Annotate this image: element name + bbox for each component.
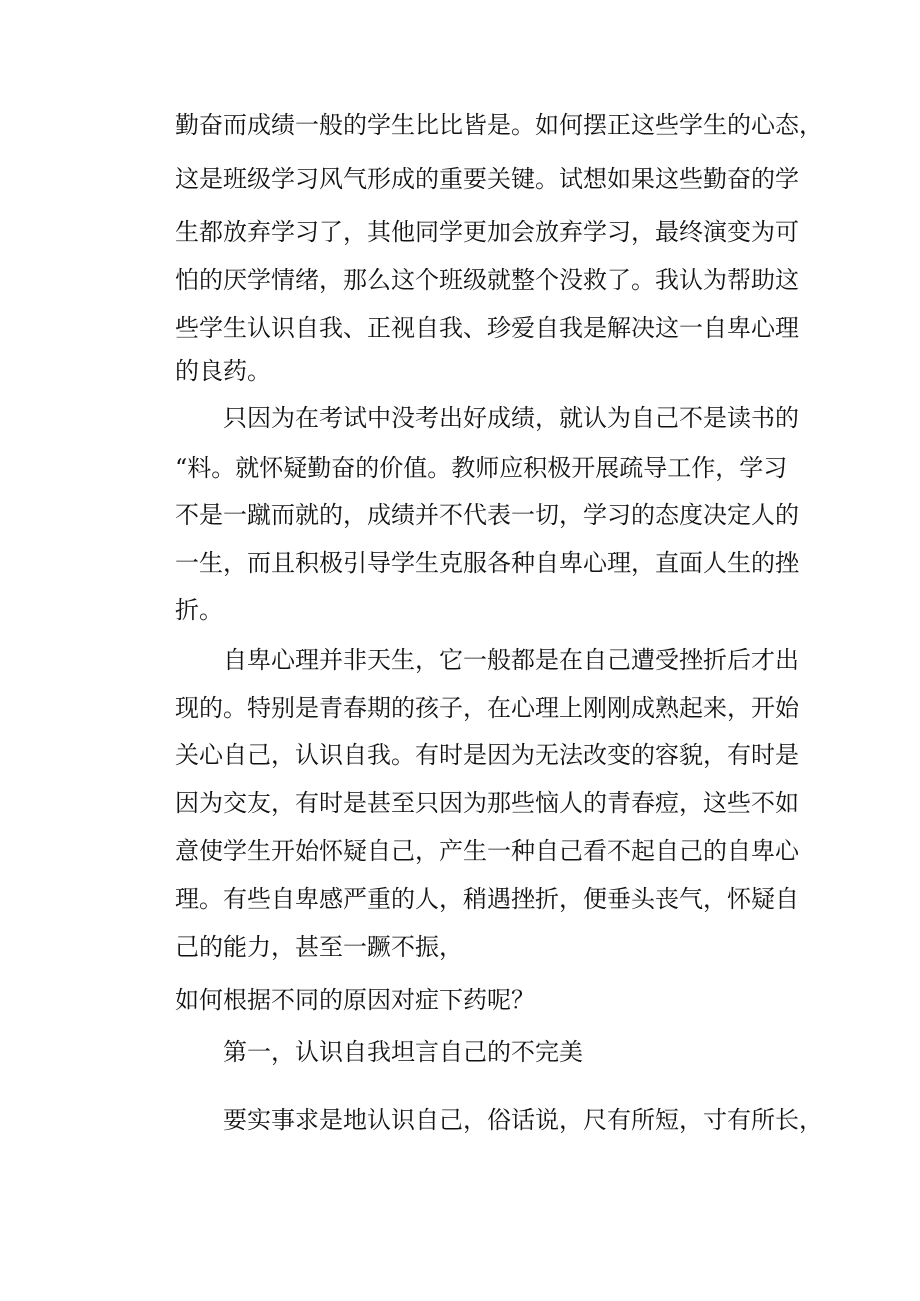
- paragraph-2-line-4: 一生，而且积极引导学生克服各种自卑心理，直面人生的挫: [175, 549, 799, 577]
- paragraph-3-line-5: 意使学生开始怀疑自己，产生一种自己看不起自己的自卑心: [175, 837, 799, 865]
- paragraph-1-line-1: 勤奋而成绩一般的学生比比皆是。如何摆正这些学生的心态，: [175, 111, 823, 139]
- paragraph-3-line-1: 自卑心理并非天生，它一般都是在自己遭受挫折后才出: [223, 646, 799, 674]
- paragraph-1-line-2: 这是班级学习风气形成的重要关键。试想如果这些勤奋的学: [175, 165, 799, 193]
- paragraph-1-line-4: 怕的厌学情绪，那么这个班级就整个没救了。我认为帮助这: [175, 266, 799, 294]
- paragraph-2-line-5: 折。: [175, 596, 223, 624]
- heading-first-point: 第一，认识自我坦言自己的不完美: [223, 1038, 583, 1066]
- paragraph-2-line-2: “料。就怀疑勤奋的价值。教师应积极开展疏导工作，学习: [175, 454, 788, 482]
- paragraph-2-line-3: 不是一蹴而就的，成绩并不代表一切，学习的态度决定人的: [175, 501, 799, 529]
- paragraph-1-line-6: 的良药。: [175, 357, 271, 385]
- paragraph-3-line-6: 理。有些自卑感严重的人，稍遇挫折，便垂头丧气，怀疑自: [175, 885, 799, 913]
- paragraph-3-line-7: 己的能力，甚至一蹶不振，: [175, 933, 463, 961]
- paragraph-3-line-3: 关心自己，认识自我。有时是因为无法改变的容貌，有时是: [175, 741, 799, 769]
- question-line: 如何根据不同的原因对症下药呢？: [175, 986, 535, 1014]
- paragraph-3-line-4: 因为交友，有时是甚至只因为那些恼人的青春痘，这些不如: [175, 789, 799, 817]
- paragraph-4-line-1: 要实事求是地认识自己，俗话说，尺有所短，寸有所长，: [223, 1106, 823, 1134]
- paragraph-2-line-1: 只因为在考试中没考出好成绩，就认为自己不是读书的: [223, 404, 799, 432]
- paragraph-1-line-5: 些学生认识自我、正视自我、珍爱自我是解决这一自卑心理: [175, 314, 799, 342]
- paragraph-3-line-2: 现的。特别是青春期的孩子，在心理上刚刚成熟起来，开始: [175, 694, 799, 722]
- paragraph-1-line-3: 生都放弃学习了，其他同学更加会放弃学习，最终演变为可: [175, 218, 799, 246]
